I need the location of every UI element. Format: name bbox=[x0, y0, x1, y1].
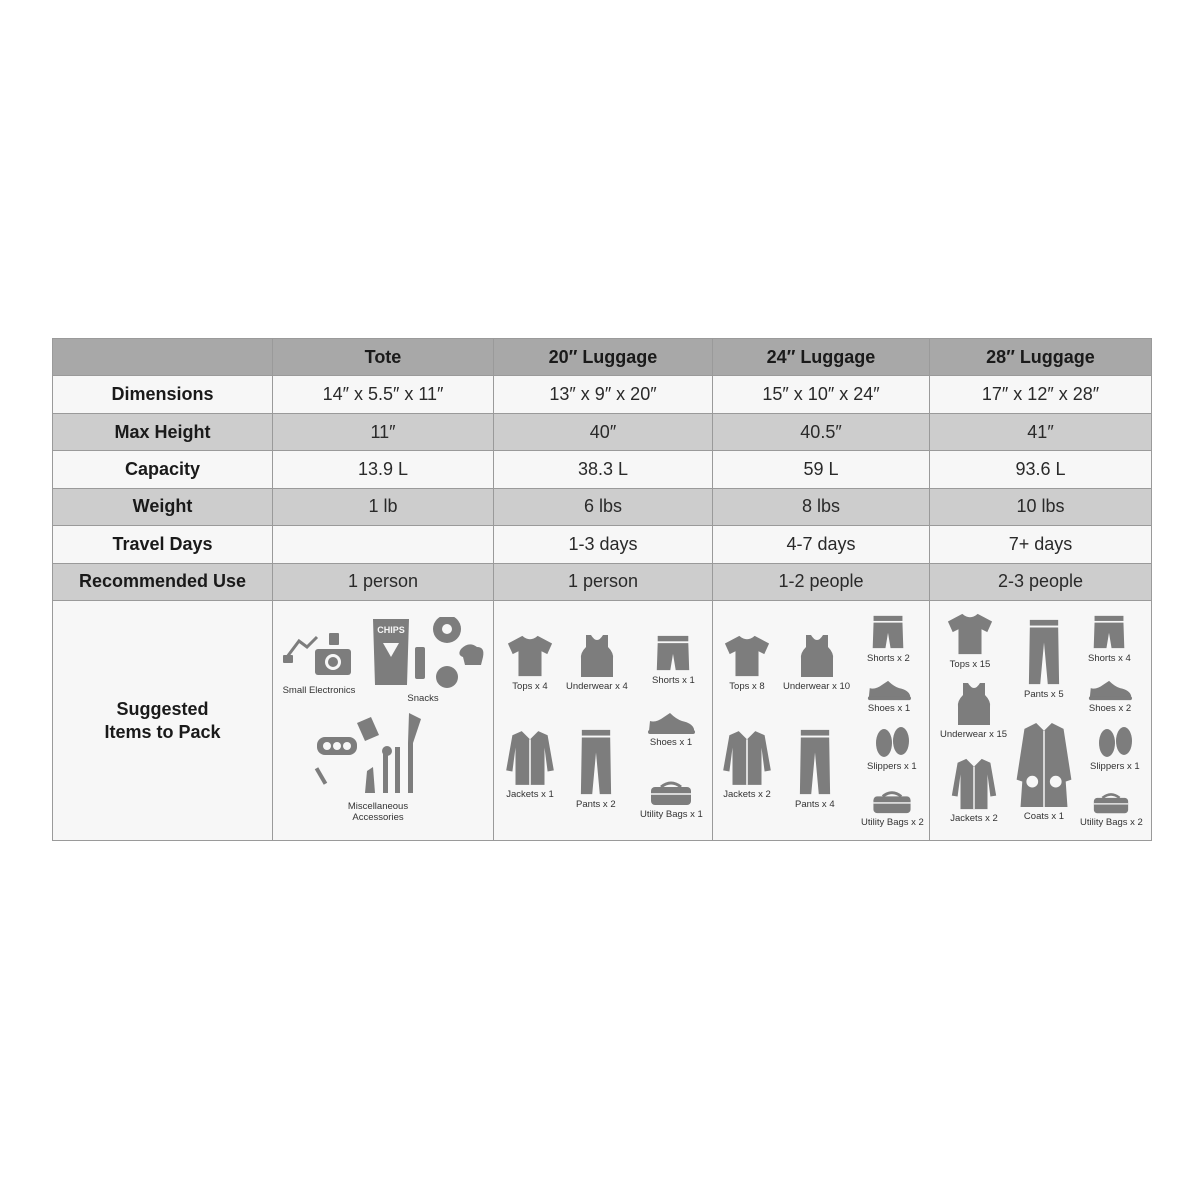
bag-icon bbox=[1091, 791, 1131, 815]
cell-tote: 14″ x 5.5″ x 11″ bbox=[273, 376, 494, 413]
pants-caption: Pants x 4 bbox=[795, 798, 835, 810]
tank-top-icon bbox=[797, 633, 837, 679]
shorts-caption: Shorts x 1 bbox=[652, 674, 695, 686]
shoes-item bbox=[646, 711, 696, 748]
shorts-icon bbox=[1092, 613, 1126, 651]
row-max-height bbox=[53, 413, 1152, 450]
row-recommended-use bbox=[53, 563, 1152, 600]
top-icon bbox=[723, 633, 771, 679]
jackets-item bbox=[948, 757, 1000, 824]
pants-caption: Pants x 5 bbox=[1024, 688, 1064, 700]
misc-caption-line2: Accessories bbox=[352, 811, 404, 823]
chips-label: CHIPS bbox=[377, 624, 405, 635]
jackets-caption: Jackets x 2 bbox=[723, 788, 771, 800]
slippers-caption: Slippers x 1 bbox=[1090, 760, 1140, 772]
shorts-item bbox=[652, 633, 695, 686]
row-label: Max Height bbox=[53, 413, 273, 450]
header-blank bbox=[53, 339, 273, 376]
items-24-luggage bbox=[713, 601, 930, 841]
header-28-luggage: 28″ Luggage bbox=[930, 339, 1152, 376]
bag-icon bbox=[649, 779, 693, 807]
underwear-caption: Underwear x 15 bbox=[940, 728, 1008, 740]
jacket-icon bbox=[948, 757, 1000, 811]
cell-tote bbox=[273, 526, 494, 563]
shoes-item bbox=[865, 679, 913, 714]
snacks-icon bbox=[369, 617, 487, 691]
utility-bags-caption: Utility Bags x 1 bbox=[640, 808, 703, 820]
pants-icon bbox=[798, 727, 832, 797]
cell-20: 1-3 days bbox=[494, 526, 713, 563]
shoes-item bbox=[1086, 679, 1134, 714]
row-capacity bbox=[53, 451, 1152, 488]
utility-bags-item bbox=[1080, 791, 1143, 828]
cell-28: 93.6 L bbox=[930, 451, 1152, 488]
misc-accessories-item bbox=[313, 713, 443, 823]
cell-24: 40.5″ bbox=[713, 413, 930, 450]
pants-caption: Pants x 2 bbox=[576, 798, 616, 810]
cell-20: 6 lbs bbox=[494, 488, 713, 525]
pants-item bbox=[576, 727, 616, 810]
row-dimensions bbox=[53, 376, 1152, 413]
tops-item bbox=[506, 633, 554, 692]
tops-item bbox=[723, 633, 771, 692]
snacks-item bbox=[369, 617, 487, 704]
header-20-luggage: 20″ Luggage bbox=[494, 339, 713, 376]
row-weight bbox=[53, 488, 1152, 525]
header-tote: Tote bbox=[273, 339, 494, 376]
slippers-item bbox=[867, 725, 917, 772]
row-label: Capacity bbox=[53, 451, 273, 488]
snacks-caption: Snacks bbox=[407, 692, 439, 704]
cell-28: 41″ bbox=[930, 413, 1152, 450]
pants-item bbox=[1024, 617, 1064, 700]
electronics-icon bbox=[281, 627, 357, 683]
cell-tote: 1 person bbox=[273, 563, 494, 600]
cell-24: 15″ x 10″ x 24″ bbox=[713, 376, 930, 413]
shorts-icon bbox=[655, 633, 691, 673]
cell-20: 38.3 L bbox=[494, 451, 713, 488]
row-travel-days bbox=[53, 526, 1152, 563]
pants-item bbox=[795, 727, 835, 810]
underwear-caption: Underwear x 4 bbox=[566, 680, 628, 692]
top-icon bbox=[506, 633, 554, 679]
utility-bags-caption: Utility Bags x 2 bbox=[861, 816, 924, 828]
luggage-comparison-table bbox=[52, 338, 1152, 841]
small-electronics-caption: Small Electronics bbox=[282, 684, 356, 696]
items-20-luggage bbox=[494, 601, 713, 841]
underwear-item bbox=[783, 633, 850, 692]
row-label: Recommended Use bbox=[53, 563, 273, 600]
shorts-item bbox=[867, 613, 910, 664]
cell-20: 1 person bbox=[494, 563, 713, 600]
utility-bags-item bbox=[861, 789, 924, 828]
top-icon bbox=[946, 611, 994, 657]
cell-24: 1-2 people bbox=[713, 563, 930, 600]
cell-tote: 11″ bbox=[273, 413, 494, 450]
tops-caption: Tops x 4 bbox=[512, 680, 548, 692]
cell-20: 13″ x 9″ x 20″ bbox=[494, 376, 713, 413]
coats-caption: Coats x 1 bbox=[1023, 810, 1065, 822]
items-label-line1: Suggested bbox=[116, 698, 209, 719]
jacket-icon bbox=[721, 729, 773, 787]
items-label-line2: Items to Pack bbox=[104, 721, 221, 742]
jackets-item bbox=[721, 729, 773, 800]
misc-caption-line1: Miscellaneous bbox=[347, 800, 409, 812]
jackets-caption: Jackets x 1 bbox=[506, 788, 554, 800]
tank-top-icon bbox=[577, 633, 617, 679]
cell-28: 10 lbs bbox=[930, 488, 1152, 525]
row-label: Weight bbox=[53, 488, 273, 525]
shoe-icon bbox=[865, 679, 913, 701]
underwear-item bbox=[940, 681, 1007, 740]
tops-item bbox=[946, 611, 994, 670]
coats-item bbox=[1014, 721, 1074, 822]
slippers-icon bbox=[1095, 725, 1135, 759]
slippers-icon bbox=[872, 725, 912, 759]
shorts-caption: Shorts x 4 bbox=[1088, 652, 1131, 664]
cell-28: 17″ x 12″ x 28″ bbox=[930, 376, 1152, 413]
items-label bbox=[53, 601, 273, 841]
tank-top-icon bbox=[954, 681, 994, 727]
shoes-caption: Shoes x 2 bbox=[1088, 702, 1132, 714]
tops-caption: Tops x 8 bbox=[729, 680, 765, 692]
cell-28: 2-3 people bbox=[930, 563, 1152, 600]
shoe-icon bbox=[1086, 679, 1134, 701]
shorts-caption: Shorts x 2 bbox=[867, 652, 910, 664]
cell-24: 59 L bbox=[713, 451, 930, 488]
utility-bags-caption: Utility Bags x 2 bbox=[1080, 816, 1143, 828]
jackets-item bbox=[504, 729, 556, 800]
header-24-luggage: 24″ Luggage bbox=[713, 339, 930, 376]
pants-icon bbox=[1027, 617, 1061, 687]
cell-tote: 13.9 L bbox=[273, 451, 494, 488]
shoes-caption: Shoes x 1 bbox=[649, 736, 693, 748]
items-tote bbox=[273, 601, 494, 841]
cell-24: 8 lbs bbox=[713, 488, 930, 525]
cell-tote: 1 lb bbox=[273, 488, 494, 525]
misc-accessories-icon bbox=[313, 713, 443, 799]
jackets-caption: Jackets x 2 bbox=[950, 812, 998, 824]
utility-bags-item bbox=[640, 779, 703, 820]
slippers-caption: Slippers x 1 bbox=[867, 760, 917, 772]
underwear-caption: Underwear x 10 bbox=[783, 680, 851, 692]
cell-20: 40″ bbox=[494, 413, 713, 450]
bag-icon bbox=[871, 789, 913, 815]
small-electronics-item bbox=[281, 627, 357, 696]
row-label: Dimensions bbox=[53, 376, 273, 413]
cell-28: 7+ days bbox=[930, 526, 1152, 563]
tops-caption: Tops x 15 bbox=[949, 658, 991, 670]
coat-icon bbox=[1014, 721, 1074, 809]
shorts-item bbox=[1088, 613, 1131, 664]
shoe-icon bbox=[646, 711, 696, 735]
cell-24: 4-7 days bbox=[713, 526, 930, 563]
header-row bbox=[53, 339, 1152, 376]
pants-icon bbox=[579, 727, 613, 797]
jacket-icon bbox=[504, 729, 556, 787]
shoes-caption: Shoes x 1 bbox=[867, 702, 911, 714]
shorts-icon bbox=[871, 613, 905, 651]
underwear-item bbox=[566, 633, 628, 692]
row-label: Travel Days bbox=[53, 526, 273, 563]
slippers-item bbox=[1090, 725, 1140, 772]
items-28-luggage bbox=[930, 601, 1152, 841]
row-suggested-items bbox=[53, 601, 1152, 841]
